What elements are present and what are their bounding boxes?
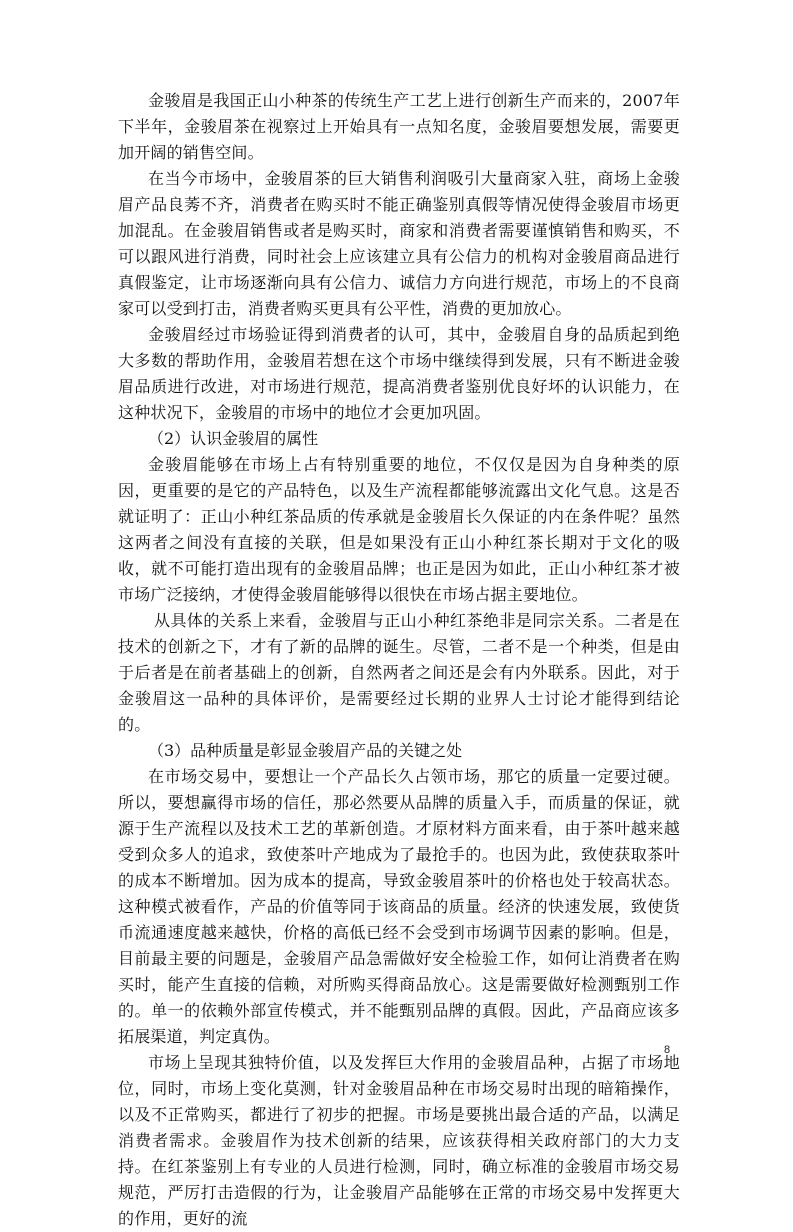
section-heading-3: （3）品种质量是彰显金骏眉产品的关键之处 xyxy=(148,741,463,760)
paragraph-7: 市场上呈现其独特价值，以及发挥巨大作用的金骏眉品种，占据了市场地位，同时，市场上变化莫测，针对金骏眉品种在市场交易时出现的暗箱操作，以及不正常购买，都进行了初步的把握。市场是要挑出最合适的产品，以满足消费者需求。金骏眉作为技术创新的结果，应该获得相关政府部门的大力支持。在红茶鉴别上有专业的人员进行检测，同时，确立标准的金骏眉市场交易规范，严厉打击造假的行为，让金骏眉产品能够在正常的市场交易中发挥更大的作用，更好的流 xyxy=(118,1053,680,1228)
paragraph-1: 金骏眉是我国正山小种茶的传统生产工艺上进行创新生产而来的，2007年下半年，金骏眉茶在视察过上开始具有一点知名度，金骏眉要想发展，需要更加开阔的销售空间。 xyxy=(118,91,680,162)
paragraph-3: 金骏眉经过市场验证得到消费者的认可，其中，金骏眉自身的品质起到绝大多数的帮助作用，金骏眉若想在这个市场中继续得到发展，只有不断进金骏眉品质进行改进，对市场进行规范，提高消费者鉴别优良好坏的认识能力，在这种状况下，金骏眉的市场中的地位才会更加巩固。 xyxy=(118,325,680,422)
paragraph-2: 在当今市场中，金骏眉茶的巨大销售利润吸引大量商家入驻，商场上金骏眉产品良莠不齐，消费者在购买时不能正确鉴别真假等情况使得金骏眉市场更加混乱。在金骏眉销售或者是购买时，商家和消费者需要谨慎销售和购买，不可以跟风进行消费，同时社会上应该建立具有公信力的机构对金骏眉商品进行真假鉴定，让市场逐渐向具有公信力、诚信力方向进行规范，市场上的不良商家可以受到打击，消费者购买更具有公平性，消费的更加放心。 xyxy=(118,169,680,318)
page-number: 8 xyxy=(664,1044,671,1056)
paragraph-6: 在市场交易中，要想让一个产品长久占领市场，那它的质量一定要过硬。所以，要想赢得市场的信任，那必然要从品牌的质量入手，而质量的保证，就源于生产流程以及技术工艺的革新创造。才原材料方面来看，由于茶叶越来越受到众多人的追求，致使茶叶产地成为了最抢手的。也因为此，致使获取茶叶的成本不断增加。因为成本的提高，导致金骏眉茶叶的价格也处于较高状态。这种模式被看作，产品的价值等同于该商品的质量。经济的快速发展，致使货币流通速度越来越快，价格的高低已经不会受到市场调节因素的影响。但是，目前最主要的问题是，金骏眉产品急需做好安全检验工作，如何让消费者在购买时，能产生直接的信赖，对所购买得商品放心。这是需要做好检测甄别工作的。单一的依赖外部宣传模式，并不能甄别品牌的真假。因此，产品商应该多拓展渠道，判定真伪。 xyxy=(118,767,680,1046)
document-body xyxy=(118,88,680,1232)
paragraph-5: 从具体的关系上来看，金骏眉与正山小种红茶绝非是同宗关系。二者是在技术的创新之下，才有了新的品牌的诞生。尽管，二者不是一个种类，但是由于后者是在前者基础上的创新，自然两者之间还是会有内外联系。因此，对于金骏眉这一品种的具体评价，是需要经过长期的业界人士讨论才能得到结论的。 xyxy=(118,611,680,734)
section-heading-2: （2）认识金骏眉的属性 xyxy=(148,429,319,448)
paragraph-4: 金骏眉能够在市场上占有特别重要的地位，不仅仅是因为自身种类的原因，更重要的是它的产品特色，以及生产流程都能够流露出文化气息。这是否就证明了：正山小种红茶品质的传承就是金骏眉长久保证的内在条件呢？虽然这两者之间没有直接的关联，但是如果没有正山小种红茶长期对于文化的吸收，就不可能打造出现有的金骏眉品牌；也正是因为如此，正山小种红茶才被市场广泛接纳，才使得金骏眉能够得以很快在市场占据主要地位。 xyxy=(118,455,680,604)
